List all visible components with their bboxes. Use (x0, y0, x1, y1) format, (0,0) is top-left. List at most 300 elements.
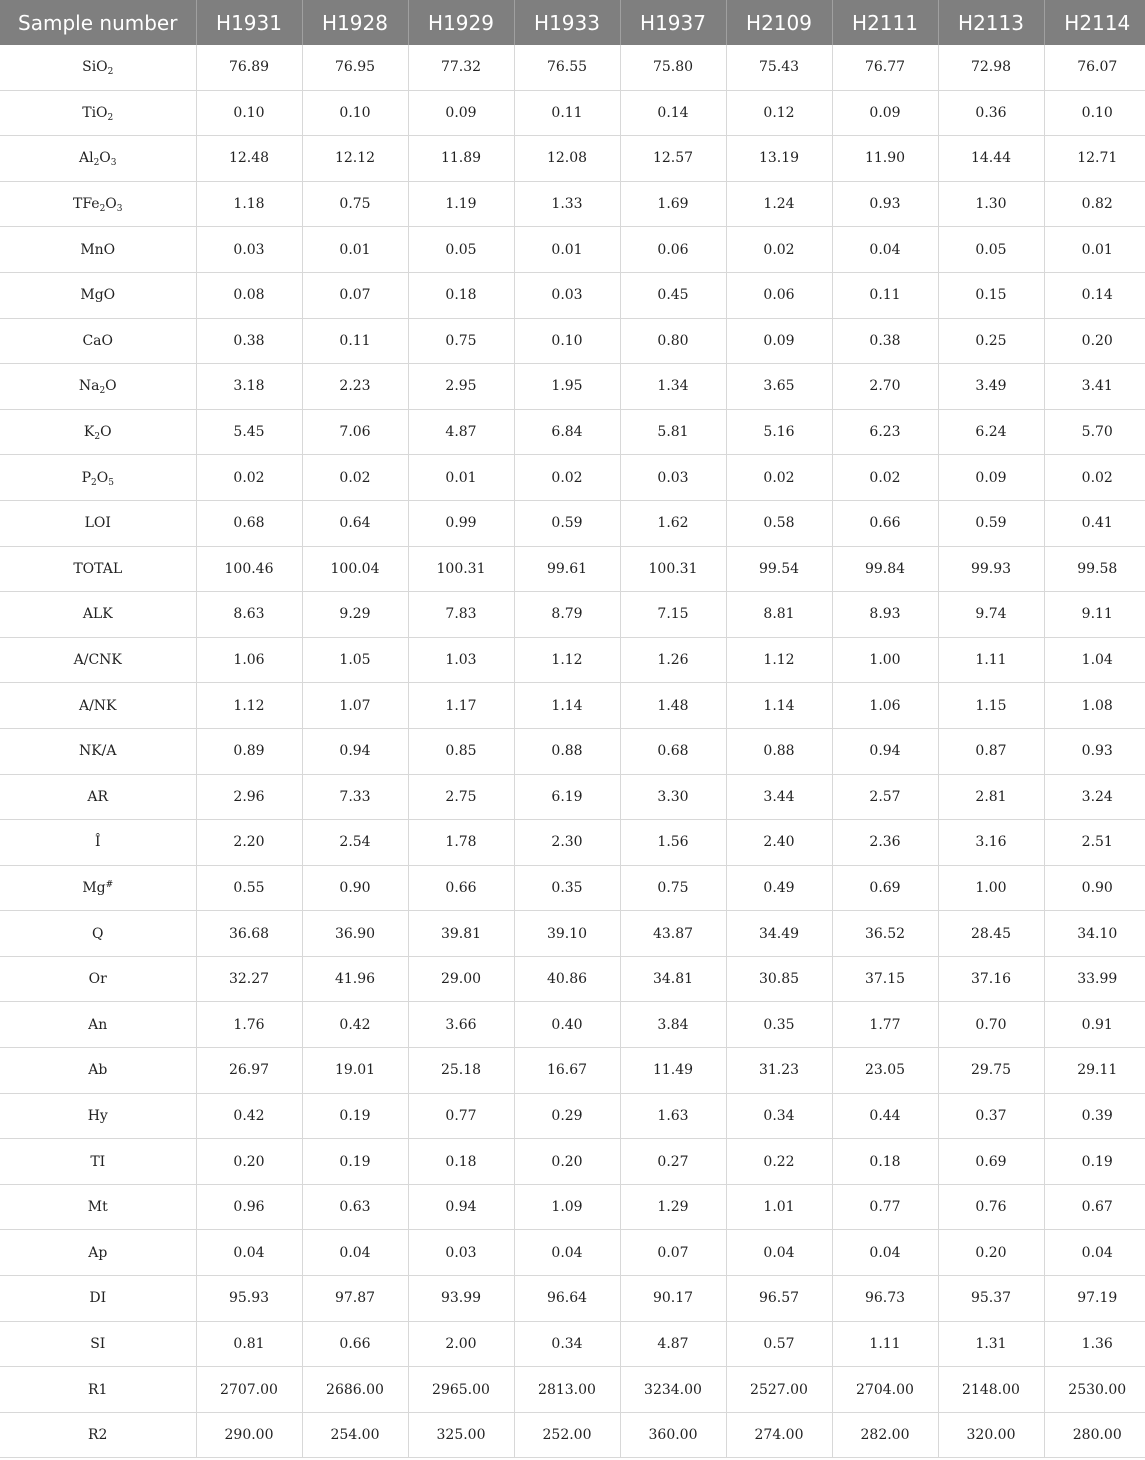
table-row (0, 1412, 1145, 1458)
row-label (0, 318, 196, 364)
header-sample: H2114 (1044, 0, 1145, 45)
table-cell: 12.71 (1044, 136, 1145, 182)
table-cell: 3.65 (726, 364, 832, 410)
table-cell: 0.22 (726, 1139, 832, 1185)
table-cell: 1.62 (620, 500, 726, 546)
row-label-mid: O (99, 150, 111, 167)
row-label (0, 1139, 196, 1185)
table-cell: 0.04 (1044, 1230, 1145, 1276)
row-label (0, 911, 196, 957)
table-cell: 1.56 (620, 820, 726, 866)
table-cell: 1.12 (726, 637, 832, 683)
table-cell: 0.99 (408, 500, 514, 546)
table-cell: 2.00 (408, 1321, 514, 1367)
table-cell: 0.20 (938, 1230, 1044, 1276)
table-cell: 37.15 (832, 956, 938, 1002)
table-cell: 6.84 (514, 409, 620, 455)
table-cell: 0.35 (514, 865, 620, 911)
table-cell: 6.19 (514, 774, 620, 820)
row-label-main: TFe (72, 196, 100, 213)
table-cell: 0.68 (620, 728, 726, 774)
header-row (0, 0, 1145, 45)
table-cell: 1.17 (408, 683, 514, 729)
row-label (0, 1002, 196, 1048)
table-cell: 252.00 (514, 1412, 620, 1458)
row-label (0, 865, 196, 911)
row-label-sub: 2 (107, 67, 114, 78)
row-label-sup: # (105, 879, 114, 890)
table-cell: 1.95 (514, 364, 620, 410)
row-label (0, 1412, 196, 1458)
row-label-sub: 2 (107, 112, 114, 123)
table-row (0, 409, 1145, 455)
row-label-main: R2 (88, 1427, 108, 1444)
table-cell: 3.16 (938, 820, 1044, 866)
row-label (0, 272, 196, 318)
table-cell: 0.94 (302, 728, 408, 774)
table-cell: 99.93 (938, 546, 1044, 592)
table-cell: 1.30 (938, 181, 1044, 227)
table-cell: 0.20 (1044, 318, 1145, 364)
table-cell: 76.77 (832, 45, 938, 90)
table-cell: 0.05 (938, 227, 1044, 273)
table-cell: 0.18 (408, 272, 514, 318)
table-row (0, 1230, 1145, 1276)
table-cell: 9.74 (938, 592, 1044, 638)
table-cell: 3.24 (1044, 774, 1145, 820)
table-cell: 14.44 (938, 136, 1044, 182)
table-row (0, 318, 1145, 364)
table-cell: 12.57 (620, 136, 726, 182)
table-cell: 1.06 (832, 683, 938, 729)
table-cell: 0.20 (196, 1139, 302, 1185)
table-cell: 11.90 (832, 136, 938, 182)
table-cell: 29.00 (408, 956, 514, 1002)
row-label-main: NK/A (78, 743, 117, 760)
table-cell: 2.70 (832, 364, 938, 410)
table-cell: 96.57 (726, 1276, 832, 1322)
table-cell: 1.12 (514, 637, 620, 683)
row-label-mid: O (96, 469, 109, 486)
table-cell: 100.46 (196, 546, 302, 592)
table-cell: 0.90 (1044, 865, 1145, 911)
table-cell: 0.89 (196, 728, 302, 774)
row-label (0, 592, 196, 638)
row-label-main: Mt (87, 1199, 108, 1216)
table-cell: 1.26 (620, 637, 726, 683)
table-cell: 0.69 (938, 1139, 1044, 1185)
table-cell: 280.00 (1044, 1412, 1145, 1458)
table-cell: 0.94 (408, 1184, 514, 1230)
table-cell: 0.10 (1044, 90, 1145, 136)
table-cell: 34.10 (1044, 911, 1145, 957)
table-cell: 7.83 (408, 592, 514, 638)
table-cell: 23.05 (832, 1048, 938, 1094)
table-cell: 0.14 (1044, 272, 1145, 318)
table-cell: 1.29 (620, 1184, 726, 1230)
table-cell: 1.15 (938, 683, 1044, 729)
table-cell: 36.68 (196, 911, 302, 957)
table-cell: 0.45 (620, 272, 726, 318)
table-cell: 39.81 (408, 911, 514, 957)
table-cell: 274.00 (726, 1412, 832, 1458)
table-cell: 282.00 (832, 1412, 938, 1458)
table-cell: 0.11 (514, 90, 620, 136)
table-cell: 0.03 (514, 272, 620, 318)
table-cell: 34.49 (726, 911, 832, 957)
row-label (0, 90, 196, 136)
table-cell: 0.03 (408, 1230, 514, 1276)
table-cell: 3.49 (938, 364, 1044, 410)
table-cell: 100.31 (620, 546, 726, 592)
table-cell: 5.16 (726, 409, 832, 455)
table-cell: 1.06 (196, 637, 302, 683)
row-label-main: SI (90, 1335, 106, 1352)
table-cell: 0.69 (832, 865, 938, 911)
row-label (0, 1321, 196, 1367)
table-cell: 0.85 (408, 728, 514, 774)
table-cell: 0.88 (726, 728, 832, 774)
table-cell: 7.15 (620, 592, 726, 638)
row-label-main: K (83, 424, 95, 441)
row-label (0, 637, 196, 683)
table-cell: 1.78 (408, 820, 514, 866)
table-cell: 2.30 (514, 820, 620, 866)
table-cell: 0.09 (938, 455, 1044, 501)
table-cell: 93.99 (408, 1276, 514, 1322)
table-cell: 1.14 (726, 683, 832, 729)
table-cell: 2.40 (726, 820, 832, 866)
table-cell: 1.00 (832, 637, 938, 683)
table-cell: 0.02 (726, 455, 832, 501)
row-label-mid: O (100, 424, 112, 441)
table-row (0, 90, 1145, 136)
table-cell: 7.06 (302, 409, 408, 455)
table-cell: 360.00 (620, 1412, 726, 1458)
table-cell: 290.00 (196, 1412, 302, 1458)
table-row (0, 181, 1145, 227)
table-cell: 97.19 (1044, 1276, 1145, 1322)
table-cell: 0.93 (1044, 728, 1145, 774)
row-label-main: TI (90, 1153, 106, 1170)
header-sample: H1937 (620, 0, 726, 45)
table-cell: 2.36 (832, 820, 938, 866)
table-cell: 95.93 (196, 1276, 302, 1322)
table-cell: 0.68 (196, 500, 302, 546)
table-cell: 0.03 (620, 455, 726, 501)
table-cell: 0.75 (408, 318, 514, 364)
table-cell: 1.69 (620, 181, 726, 227)
table-cell: 2813.00 (514, 1367, 620, 1413)
row-label-sub2: 3 (116, 204, 123, 215)
row-label-sub: 2 (99, 204, 106, 215)
table-cell: 1.00 (938, 865, 1044, 911)
table-cell: 2.20 (196, 820, 302, 866)
table-cell: 0.40 (514, 1002, 620, 1048)
table-cell: 0.09 (726, 318, 832, 364)
table-cell: 0.44 (832, 1093, 938, 1139)
table-cell: 0.07 (620, 1230, 726, 1276)
table-cell: 3.41 (1044, 364, 1145, 410)
table-cell: 0.02 (726, 227, 832, 273)
table-cell: 0.77 (832, 1184, 938, 1230)
table-cell: 97.87 (302, 1276, 408, 1322)
row-label-sub2: 5 (108, 477, 114, 488)
table-row (0, 1048, 1145, 1094)
table-cell: 0.42 (302, 1002, 408, 1048)
table-row (0, 865, 1145, 911)
table-cell: 0.02 (514, 455, 620, 501)
table-cell: 25.18 (408, 1048, 514, 1094)
table-cell: 37.16 (938, 956, 1044, 1002)
table-cell: 29.11 (1044, 1048, 1145, 1094)
header-sample-number: Sample number (0, 0, 196, 45)
row-label (0, 409, 196, 455)
table-cell: 0.02 (832, 455, 938, 501)
table-cell: 0.58 (726, 500, 832, 546)
table-cell: 0.01 (514, 227, 620, 273)
table-cell: 1.08 (1044, 683, 1145, 729)
row-label-sub: 2 (90, 477, 97, 488)
table-cell: 0.15 (938, 272, 1044, 318)
table-cell: 3.44 (726, 774, 832, 820)
table-cell: 3234.00 (620, 1367, 726, 1413)
table-cell: 77.32 (408, 45, 514, 90)
table-cell: 16.67 (514, 1048, 620, 1094)
row-label-main: Ab (88, 1062, 108, 1079)
table-cell: 34.81 (620, 956, 726, 1002)
table-cell: 1.11 (832, 1321, 938, 1367)
table-cell: 4.87 (408, 409, 514, 455)
table-cell: 4.87 (620, 1321, 726, 1367)
table-cell: 5.70 (1044, 409, 1145, 455)
row-label (0, 546, 196, 592)
table-cell: 1.01 (726, 1184, 832, 1230)
header-sample: H2113 (938, 0, 1044, 45)
row-label-main: R1 (88, 1381, 108, 1398)
row-label (0, 136, 196, 182)
row-label (0, 1093, 196, 1139)
table-row (0, 227, 1145, 273)
table-row (0, 45, 1145, 90)
table-cell: 0.93 (832, 181, 938, 227)
table-cell: 0.63 (302, 1184, 408, 1230)
table-row (0, 1139, 1145, 1185)
row-label-main: TiO (82, 104, 108, 121)
table-cell: 0.04 (196, 1230, 302, 1276)
table-cell: 1.48 (620, 683, 726, 729)
table-cell: 75.43 (726, 45, 832, 90)
table-row (0, 911, 1145, 957)
table-cell: 76.95 (302, 45, 408, 90)
table-cell: 0.02 (1044, 455, 1145, 501)
table-cell: 0.75 (620, 865, 726, 911)
table-cell: 3.30 (620, 774, 726, 820)
row-label (0, 500, 196, 546)
table-cell: 0.04 (514, 1230, 620, 1276)
table-cell: 1.12 (196, 683, 302, 729)
table-cell: 99.58 (1044, 546, 1145, 592)
table-cell: 0.35 (726, 1002, 832, 1048)
row-label-main: DI (89, 1290, 107, 1307)
table-cell: 0.75 (302, 181, 408, 227)
table-cell: 0.04 (832, 227, 938, 273)
table-cell: 8.81 (726, 592, 832, 638)
table-cell: 0.38 (196, 318, 302, 364)
table-cell: 0.94 (832, 728, 938, 774)
table-cell: 0.66 (408, 865, 514, 911)
table-cell: 0.42 (196, 1093, 302, 1139)
table-row (0, 956, 1145, 1002)
table-cell: 76.89 (196, 45, 302, 90)
table-cell: 0.01 (1044, 227, 1145, 273)
table-cell: 2.95 (408, 364, 514, 410)
table-cell: 7.33 (302, 774, 408, 820)
table-cell: 33.99 (1044, 956, 1145, 1002)
table-cell: 0.06 (620, 227, 726, 273)
table-cell: 11.89 (408, 136, 514, 182)
table-cell: 12.48 (196, 136, 302, 182)
table-cell: 0.14 (620, 90, 726, 136)
table-cell: 1.36 (1044, 1321, 1145, 1367)
table-cell: 9.29 (302, 592, 408, 638)
table-cell: 31.23 (726, 1048, 832, 1094)
table-cell: 12.08 (514, 136, 620, 182)
row-label (0, 683, 196, 729)
table-cell: 0.70 (938, 1002, 1044, 1048)
row-label-mid: O (105, 196, 117, 213)
table-row (0, 455, 1145, 501)
table-cell: 0.18 (832, 1139, 938, 1185)
table-row (0, 364, 1145, 410)
table-cell: 2.51 (1044, 820, 1145, 866)
row-label-main: MnO (80, 241, 116, 258)
table-cell: 1.24 (726, 181, 832, 227)
table-cell: 99.54 (726, 546, 832, 592)
table-cell: 41.96 (302, 956, 408, 1002)
table-cell: 1.05 (302, 637, 408, 683)
table-cell: 1.77 (832, 1002, 938, 1048)
table-cell: 1.09 (514, 1184, 620, 1230)
table-cell: 0.77 (408, 1093, 514, 1139)
table-cell: 100.31 (408, 546, 514, 592)
table-cell: 0.59 (514, 500, 620, 546)
table-cell: 1.76 (196, 1002, 302, 1048)
table-row (0, 1002, 1145, 1048)
row-label-main: Al (78, 150, 94, 167)
table-cell: 1.07 (302, 683, 408, 729)
table-cell: 0.27 (620, 1139, 726, 1185)
table-row (0, 272, 1145, 318)
table-row (0, 592, 1145, 638)
row-label (0, 1048, 196, 1094)
row-label-main: Na (78, 378, 100, 395)
row-label (0, 728, 196, 774)
row-label (0, 820, 196, 866)
table-cell: 5.45 (196, 409, 302, 455)
table-cell: 39.10 (514, 911, 620, 957)
table-row (0, 637, 1145, 683)
header-sample: H1928 (302, 0, 408, 45)
table-cell: 13.19 (726, 136, 832, 182)
table-cell: 12.12 (302, 136, 408, 182)
table-cell: 28.45 (938, 911, 1044, 957)
table-cell: 0.87 (938, 728, 1044, 774)
table-cell: 0.10 (514, 318, 620, 364)
row-label-sub: 2 (94, 432, 101, 443)
header-sample: H2109 (726, 0, 832, 45)
table-cell: 0.91 (1044, 1002, 1145, 1048)
row-label (0, 227, 196, 273)
table-body (0, 45, 1145, 1458)
table-cell: 0.37 (938, 1093, 1044, 1139)
table-cell: 2965.00 (408, 1367, 514, 1413)
table-cell: 1.11 (938, 637, 1044, 683)
row-label-main: P (81, 469, 91, 486)
table-cell: 0.19 (302, 1139, 408, 1185)
table-cell: 36.52 (832, 911, 938, 957)
row-label-main: ALK (82, 606, 113, 623)
table-cell: 8.63 (196, 592, 302, 638)
table-row (0, 1367, 1145, 1413)
header-sample: H2111 (832, 0, 938, 45)
row-label-main: Q (92, 925, 104, 942)
table-cell: 0.12 (726, 90, 832, 136)
table-cell: 0.57 (726, 1321, 832, 1367)
table-row (0, 136, 1145, 182)
table-cell: 76.07 (1044, 45, 1145, 90)
table-cell: 2530.00 (1044, 1367, 1145, 1413)
table-cell: 1.63 (620, 1093, 726, 1139)
table-cell: 3.84 (620, 1002, 726, 1048)
table-cell: 0.39 (1044, 1093, 1145, 1139)
table-cell: 2704.00 (832, 1367, 938, 1413)
table-cell: 1.03 (408, 637, 514, 683)
table-cell: 2707.00 (196, 1367, 302, 1413)
table-cell: 76.55 (514, 45, 620, 90)
table-cell: 0.64 (302, 500, 408, 546)
table-cell: 0.82 (1044, 181, 1145, 227)
table-cell: 3.66 (408, 1002, 514, 1048)
table-cell: 43.87 (620, 911, 726, 957)
table-cell: 0.19 (1044, 1139, 1145, 1185)
row-label (0, 1184, 196, 1230)
table-cell: 2686.00 (302, 1367, 408, 1413)
table-cell: 32.27 (196, 956, 302, 1002)
table-row (0, 1093, 1145, 1139)
table-cell: 1.19 (408, 181, 514, 227)
table-cell: 1.18 (196, 181, 302, 227)
table-cell: 0.49 (726, 865, 832, 911)
table-cell: 0.96 (196, 1184, 302, 1230)
row-label-main: SiO (82, 59, 108, 76)
table-cell: 99.84 (832, 546, 938, 592)
header-sample: H1929 (408, 0, 514, 45)
table-cell: 0.20 (514, 1139, 620, 1185)
table-cell: 0.04 (832, 1230, 938, 1276)
table-cell: 0.25 (938, 318, 1044, 364)
table-cell: 0.02 (196, 455, 302, 501)
row-label-main: Mg (82, 879, 106, 896)
row-label-main: A/CNK (73, 652, 122, 669)
table-row (0, 820, 1145, 866)
table-cell: 90.17 (620, 1276, 726, 1322)
table-row (0, 1321, 1145, 1367)
row-label (0, 181, 196, 227)
row-label-main: A/NK (78, 697, 117, 714)
table-cell: 11.49 (620, 1048, 726, 1094)
table-cell: 2.81 (938, 774, 1044, 820)
